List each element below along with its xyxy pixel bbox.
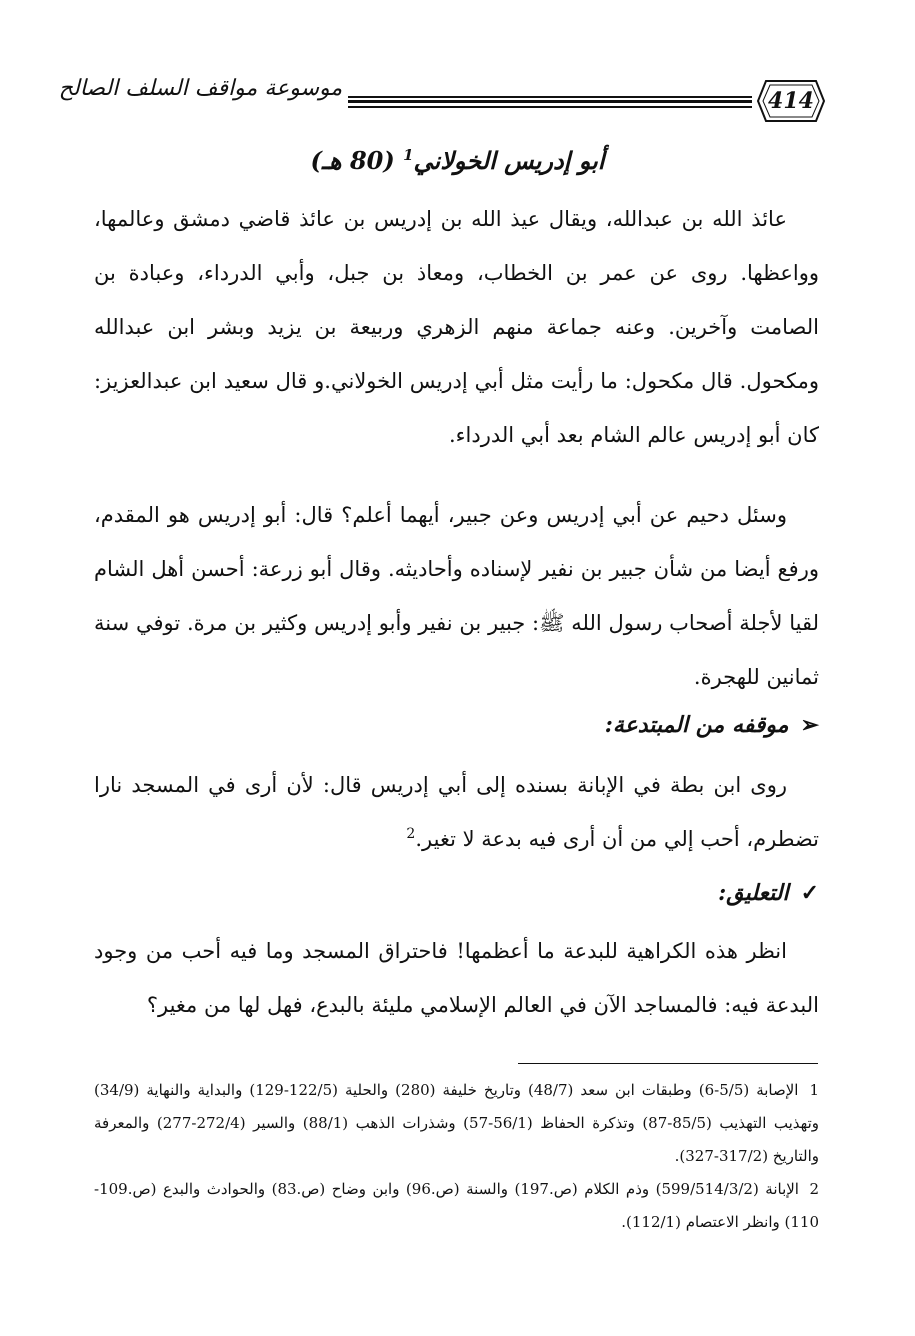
- stance-text: روى ابن بطة في الإبانة بسنده إلى أبي إدريس قال: لأن أرى في المسجد نارا تضطرم، أحب إلي من أن أرى فيه بدعة لا تغير.: [94, 773, 819, 851]
- commentary-heading-text: التعليق:: [718, 880, 789, 906]
- footnote-text: الإبانة (599/514/3/2) وذم الكلام (ص.197) والسنة (ص.96) وابن وضاح (ص.83) والحوادث والبدع (ص.109-110) وانظر الاعتصام (112/1).: [94, 1180, 819, 1231]
- stance-footnote-ref: 2: [406, 826, 416, 842]
- header-rule: [348, 96, 752, 108]
- commentary-paragraph: انظر هذه الكراهية للبدعة ما أعظمها! فاحتراق المسجد وما فيه أحب من وجود البدعة فيه: فالمساجد الآن في العالم الإسلامي مليئة بالبدع، فهل لها من مغير؟: [94, 939, 819, 1017]
- footnote-1: [94, 1074, 819, 1173]
- footnotes: [94, 1074, 819, 1239]
- bio-paragraph-2: وسئل دحيم عن أبي إدريس وعن جبير، أيهما أعلم؟ قال: أبو إدريس هو المقدم، ورفع أيضا من شأن جبير بن نفير لإسناده وأحاديثه. وقال أبو زرعة: أحسن أهل الشام لقيا لأجلة أصحاب رسول الله ﷺ: جبير بن نفير وأبو إدريس وكثير بن مرة. توفي سنة ثمانين للهجرة.: [94, 503, 819, 689]
- entry-footnote-ref: 1: [403, 146, 414, 164]
- stance-heading: [94, 712, 819, 738]
- entry-date: (80 هـ): [310, 146, 395, 175]
- page-number-badge: [756, 78, 826, 124]
- check-bullet-icon: ✓: [800, 880, 819, 906]
- bio-paragraph-1: عائذ الله بن عبدالله، ويقال عيذ الله بن إدريس بن عائذ قاضي دمشق وعالمها، وواعظها. روى عن عمر بن الخطاب، ومعاذ بن جبل، وأبي الدرداء، وعبادة بن الصامت وآخرين. وعنه جماعة منهم الزهري وربيعة بن يزيد وبشر ابن عبدالله ومكحول. قال مكحول: ما رأيت مثل أبي إدريس الخولاني.و قال سعيد ابن عبدالعزيز: كان أبو إدريس عالم الشام بعد أبي الدرداء.: [94, 207, 819, 447]
- arrow-bullet-icon: ➢: [800, 712, 819, 738]
- footnote-number: 2: [809, 1180, 819, 1198]
- page-number: 414: [768, 88, 814, 114]
- stance-heading-text: موقفه من المبتدعة:: [604, 712, 789, 738]
- series-title: موسوعة مواقف السلف الصالح: [58, 76, 343, 101]
- page-header: [58, 70, 826, 134]
- entry-name: أبو إدريس الخولاني: [413, 146, 605, 175]
- stance-paragraph: [94, 758, 819, 866]
- commentary-heading: [94, 880, 819, 906]
- entry-title: [0, 146, 915, 175]
- footnote-number: 1: [809, 1081, 819, 1099]
- footnote-2: [94, 1173, 819, 1239]
- footnote-text: الإصابة (5/5-6) وطبقات ابن سعد (48/7) وتاريخ خليفة (280) والحلية (122/5-129) والبداية والنهاية (34/9) وتهذيب التهذيب (85/5-87) وتذكرة الحفاظ (56/1-57) وشذرات الذهب (88/1) والسير (272/4-277) والمعرفة والتاريخ (317/2-327).: [94, 1081, 819, 1165]
- footnote-divider: [518, 1063, 818, 1064]
